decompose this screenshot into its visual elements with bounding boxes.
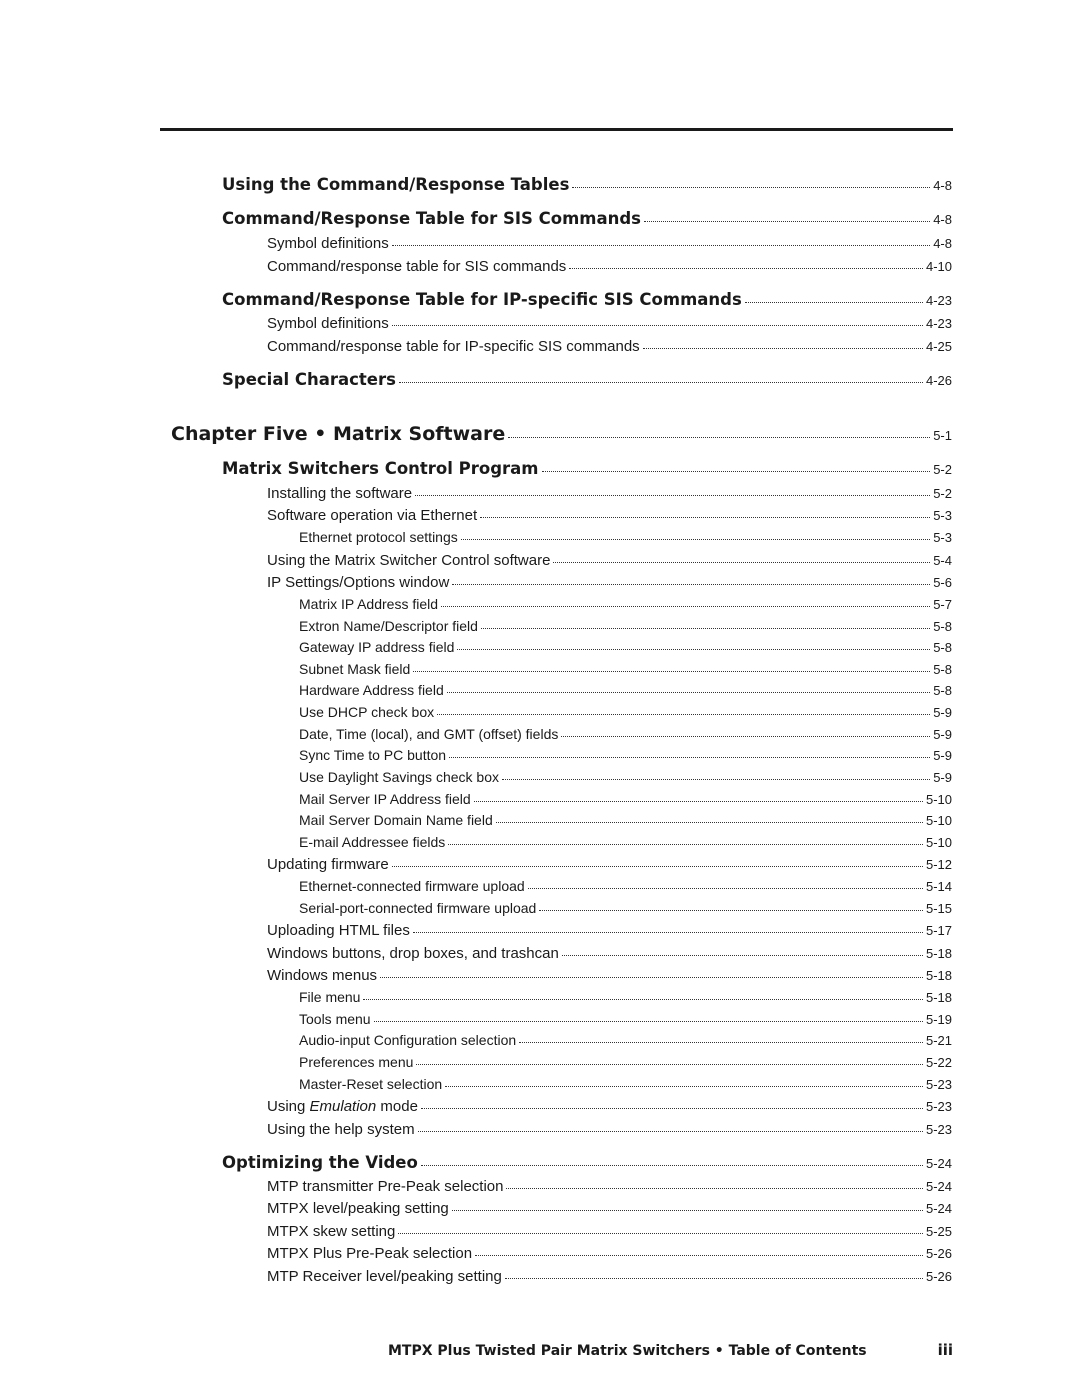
toc-entry[interactable] (267, 856, 952, 873)
toc-entry-page: 5-10 (925, 835, 952, 850)
toc-entry-title: Date, Time (local), and GMT (offset) fields (299, 726, 559, 742)
dot-leader (445, 1086, 923, 1087)
toc-entry[interactable] (222, 370, 952, 389)
toc-entry[interactable] (299, 989, 952, 1005)
toc-entry-page: 5-23 (925, 1099, 952, 1114)
toc-entry-page: 5-17 (925, 923, 952, 938)
toc-entry-title: Matrix IP Address field (299, 596, 439, 612)
toc-entry-page: 5-7 (933, 597, 952, 612)
dot-leader (448, 844, 923, 845)
toc-entry[interactable] (299, 812, 952, 828)
toc-entry-title: Preferences menu (299, 1054, 414, 1070)
header-rule (160, 128, 953, 131)
toc-entry-title: E-mail Addressee fields (299, 834, 446, 850)
toc-entry-page: 5-3 (933, 530, 952, 545)
toc-entry-page: 5-23 (925, 1122, 952, 1137)
toc-entry-title: Ethernet protocol settings (299, 529, 458, 545)
toc-entry-page: 5-9 (933, 748, 952, 763)
toc-entry-page: 4-8 (933, 212, 952, 227)
toc-entry[interactable] (222, 175, 952, 194)
toc-entry[interactable] (299, 661, 952, 677)
toc-entry[interactable] (267, 1121, 952, 1138)
toc-entry-page: 5-19 (925, 1012, 952, 1027)
toc-entry-page: 5-14 (925, 879, 952, 894)
toc-entry-page: 4-10 (925, 259, 952, 274)
toc-entry-title: Symbol definitions (267, 315, 389, 332)
toc-entry-page: 4-8 (933, 236, 952, 251)
toc-entry-title: Tools menu (299, 1011, 371, 1027)
toc-entry-title: Updating firmware (267, 856, 389, 873)
toc-entry[interactable] (299, 900, 952, 916)
toc-entry-title: MTPX level/peaking setting (267, 1200, 449, 1217)
toc-entry-title: Serial-port-connected firmware upload (299, 900, 537, 916)
toc-entry-page: 5-2 (933, 486, 952, 501)
toc-entry-title: Installing the software (267, 485, 413, 502)
dot-leader (519, 1042, 923, 1043)
toc-entry-page: 5-24 (925, 1179, 952, 1194)
dot-leader (392, 866, 923, 867)
dot-leader (569, 268, 923, 269)
toc-entry-title: MTP Receiver level/peaking setting (267, 1268, 502, 1285)
dot-leader (508, 437, 930, 438)
toc-entry[interactable] (222, 459, 952, 478)
toc-entry-page: 5-9 (933, 770, 952, 785)
toc-entry-title: Command/Response Table for IP-specific SIS Commands (222, 290, 742, 309)
toc-entry-title: Using Emulation mode (267, 1098, 418, 1115)
toc-entry-page: 5-8 (933, 662, 952, 677)
toc-entry-page: 5-18 (925, 990, 952, 1005)
toc-entry-page: 4-23 (925, 293, 952, 308)
toc-entry[interactable] (299, 1032, 952, 1048)
emphasized-text: Emulation (309, 1098, 377, 1115)
dot-leader (415, 495, 930, 496)
toc-entry-title: Chapter Five • Matrix Software (171, 423, 506, 445)
toc-entry[interactable] (299, 596, 952, 612)
toc-entry-title: Matrix Switchers Control Program (222, 459, 539, 478)
toc-entry[interactable] (222, 209, 952, 228)
dot-leader (449, 757, 930, 758)
toc-entry[interactable] (267, 945, 952, 962)
toc-entry[interactable] (299, 682, 952, 698)
dot-leader (496, 822, 923, 823)
toc-entry-title: Optimizing the Video (222, 1153, 418, 1172)
toc-entry-title: IP Settings/Options window (267, 574, 450, 591)
toc-entry[interactable] (299, 639, 952, 655)
dot-leader (502, 779, 930, 780)
toc-entry-page: 5-10 (925, 792, 952, 807)
dot-leader (452, 1210, 923, 1211)
toc-entry[interactable] (267, 507, 952, 524)
toc-entry-title: Audio-input Configuration selection (299, 1032, 517, 1048)
toc-entry-page: 5-10 (925, 813, 952, 828)
toc-entry-page: 5-21 (925, 1033, 952, 1048)
toc-entry-title: Mail Server IP Address field (299, 791, 471, 807)
toc-entry[interactable] (267, 967, 952, 984)
toc-entry-page: 5-26 (925, 1269, 952, 1284)
dot-leader (475, 1255, 923, 1256)
toc-entry-title: Hardware Address field (299, 682, 444, 698)
toc-entry[interactable] (299, 704, 952, 720)
toc-entry[interactable] (299, 1054, 952, 1070)
toc-entry-title: Symbol definitions (267, 235, 389, 252)
toc-entry[interactable] (222, 1153, 952, 1172)
dot-leader (539, 910, 923, 911)
toc-entry[interactable] (267, 574, 952, 591)
dot-leader (380, 977, 923, 978)
toc-entry[interactable] (267, 922, 952, 939)
toc-entry-title: Use Daylight Savings check box (299, 769, 499, 785)
dot-leader (418, 1131, 923, 1132)
toc-entry-title: Command/response table for SIS commands (267, 258, 567, 275)
toc-entry[interactable] (267, 338, 952, 355)
dot-leader (421, 1108, 923, 1109)
dot-leader (644, 221, 930, 222)
toc-entry[interactable] (299, 726, 952, 742)
toc-entry-title: Subnet Mask field (299, 661, 411, 677)
dot-leader (363, 999, 923, 1000)
dot-leader (413, 932, 923, 933)
toc-entry-title: Sync Time to PC button (299, 747, 447, 763)
dot-leader (437, 714, 930, 715)
toc-entry-page: 5-4 (933, 553, 952, 568)
dot-leader (421, 1165, 923, 1166)
toc-entry[interactable] (267, 235, 952, 252)
toc-entry-title: Using the Matrix Switcher Control software (267, 552, 551, 569)
toc-entry-title: Windows buttons, drop boxes, and trashcan (267, 945, 559, 962)
toc-entry[interactable] (299, 769, 952, 785)
dot-leader (461, 539, 930, 540)
toc-entry[interactable] (299, 747, 952, 763)
dot-leader (745, 302, 923, 303)
toc-entry-title: Command/response table for IP-specific SIS commands (267, 338, 640, 355)
dot-leader (506, 1188, 922, 1189)
toc-entry-page: 5-8 (933, 683, 952, 698)
toc-entry[interactable] (299, 1076, 952, 1092)
toc-entry-title: Command/Response Table for SIS Commands (222, 209, 641, 228)
toc-entry[interactable] (267, 1223, 952, 1240)
toc-entry[interactable] (299, 1011, 952, 1027)
page-footer (388, 1341, 953, 1359)
toc-entry-page: 5-23 (925, 1077, 952, 1092)
toc-entry[interactable] (267, 1200, 952, 1217)
toc-entry-title: Software operation via Ethernet (267, 507, 478, 524)
toc-entry[interactable] (267, 258, 952, 275)
toc-entry-page: 5-26 (925, 1246, 952, 1261)
toc-entry-page: 5-9 (933, 705, 952, 720)
toc-entry-title: Gateway IP address field (299, 639, 455, 655)
toc-entry-page: 5-3 (933, 508, 952, 523)
dot-leader (474, 801, 923, 802)
toc-entry[interactable] (267, 485, 952, 502)
dot-leader (643, 348, 923, 349)
dot-leader (457, 649, 930, 650)
toc-entry-title: Mail Server Domain Name field (299, 812, 493, 828)
dot-leader (416, 1064, 923, 1065)
dot-leader (441, 606, 930, 607)
toc-entry[interactable] (299, 529, 952, 545)
dot-leader (399, 382, 923, 383)
toc-entry[interactable] (267, 552, 952, 569)
dot-leader (542, 471, 931, 472)
dot-leader (572, 187, 930, 188)
dot-leader (374, 1021, 923, 1022)
toc-entry-page: 4-25 (925, 339, 952, 354)
dot-leader (398, 1233, 923, 1234)
toc-entry-page: 5-1 (933, 428, 952, 443)
toc-entry-title: File menu (299, 989, 361, 1005)
dot-leader (392, 325, 923, 326)
toc-entry[interactable] (267, 1268, 952, 1285)
toc-entry[interactable] (299, 878, 952, 894)
toc-entry[interactable] (299, 834, 952, 850)
dot-leader (528, 888, 923, 889)
toc-entry-page: 4-23 (925, 316, 952, 331)
toc-entry[interactable] (267, 1245, 952, 1262)
toc-entry-page: 5-24 (925, 1201, 952, 1216)
dot-leader (553, 562, 930, 563)
dot-leader (447, 692, 930, 693)
toc-entry-page: 5-6 (933, 575, 952, 590)
toc-entry-page: 5-12 (925, 857, 952, 872)
toc-entry-title: Extron Name/Descriptor field (299, 618, 478, 634)
toc-entry-title: Using the help system (267, 1121, 415, 1138)
footer-page-number: iii (937, 1341, 953, 1359)
toc-entry-title: Special Characters (222, 370, 396, 389)
toc-entry-title: Uploading HTML files (267, 922, 410, 939)
toc-entry-page: 5-8 (933, 619, 952, 634)
dot-leader (480, 517, 930, 518)
dot-leader (562, 955, 923, 956)
toc-entry-title: MTP transmitter Pre-Peak selection (267, 1178, 504, 1195)
footer-title: MTPX Plus Twisted Pair Matrix Switchers • Table of Contents (388, 1343, 867, 1359)
dot-leader (452, 584, 930, 585)
toc-entry[interactable] (299, 791, 952, 807)
toc-entry-page: 5-18 (925, 968, 952, 983)
toc-entry-title: Master-Reset selection (299, 1076, 443, 1092)
dot-leader (505, 1278, 923, 1279)
toc-entry[interactable] (267, 1098, 952, 1115)
toc-entry-title: Using the Command/Response Tables (222, 175, 570, 194)
toc-entry-title: Windows menus (267, 967, 378, 984)
toc-chapter-entry[interactable] (171, 423, 952, 445)
toc-entry-page: 5-24 (925, 1156, 952, 1171)
toc-entry[interactable] (222, 290, 952, 309)
toc-entry-page: 5-8 (933, 640, 952, 655)
toc-entry-title: MTPX skew setting (267, 1223, 396, 1240)
toc-entry-page: 5-18 (925, 946, 952, 961)
toc-entry-title: MTPX Plus Pre-Peak selection (267, 1245, 473, 1262)
dot-leader (481, 628, 930, 629)
dot-leader (392, 245, 930, 246)
toc-entry-title: Use DHCP check box (299, 704, 435, 720)
toc-entry-page: 4-26 (925, 373, 952, 388)
toc-entry-page: 5-2 (933, 462, 952, 477)
dot-leader (561, 736, 930, 737)
toc-entry-page: 5-15 (925, 901, 952, 916)
toc-entry-page: 5-9 (933, 727, 952, 742)
toc-entry[interactable] (267, 315, 952, 332)
toc-entry[interactable] (299, 618, 952, 634)
toc-entry[interactable] (267, 1178, 952, 1195)
toc-entry-page: 4-8 (933, 178, 952, 193)
toc-entry-title: Ethernet-connected firmware upload (299, 878, 525, 894)
dot-leader (413, 671, 930, 672)
toc-entry-page: 5-25 (925, 1224, 952, 1239)
toc-entry-page: 5-22 (925, 1055, 952, 1070)
